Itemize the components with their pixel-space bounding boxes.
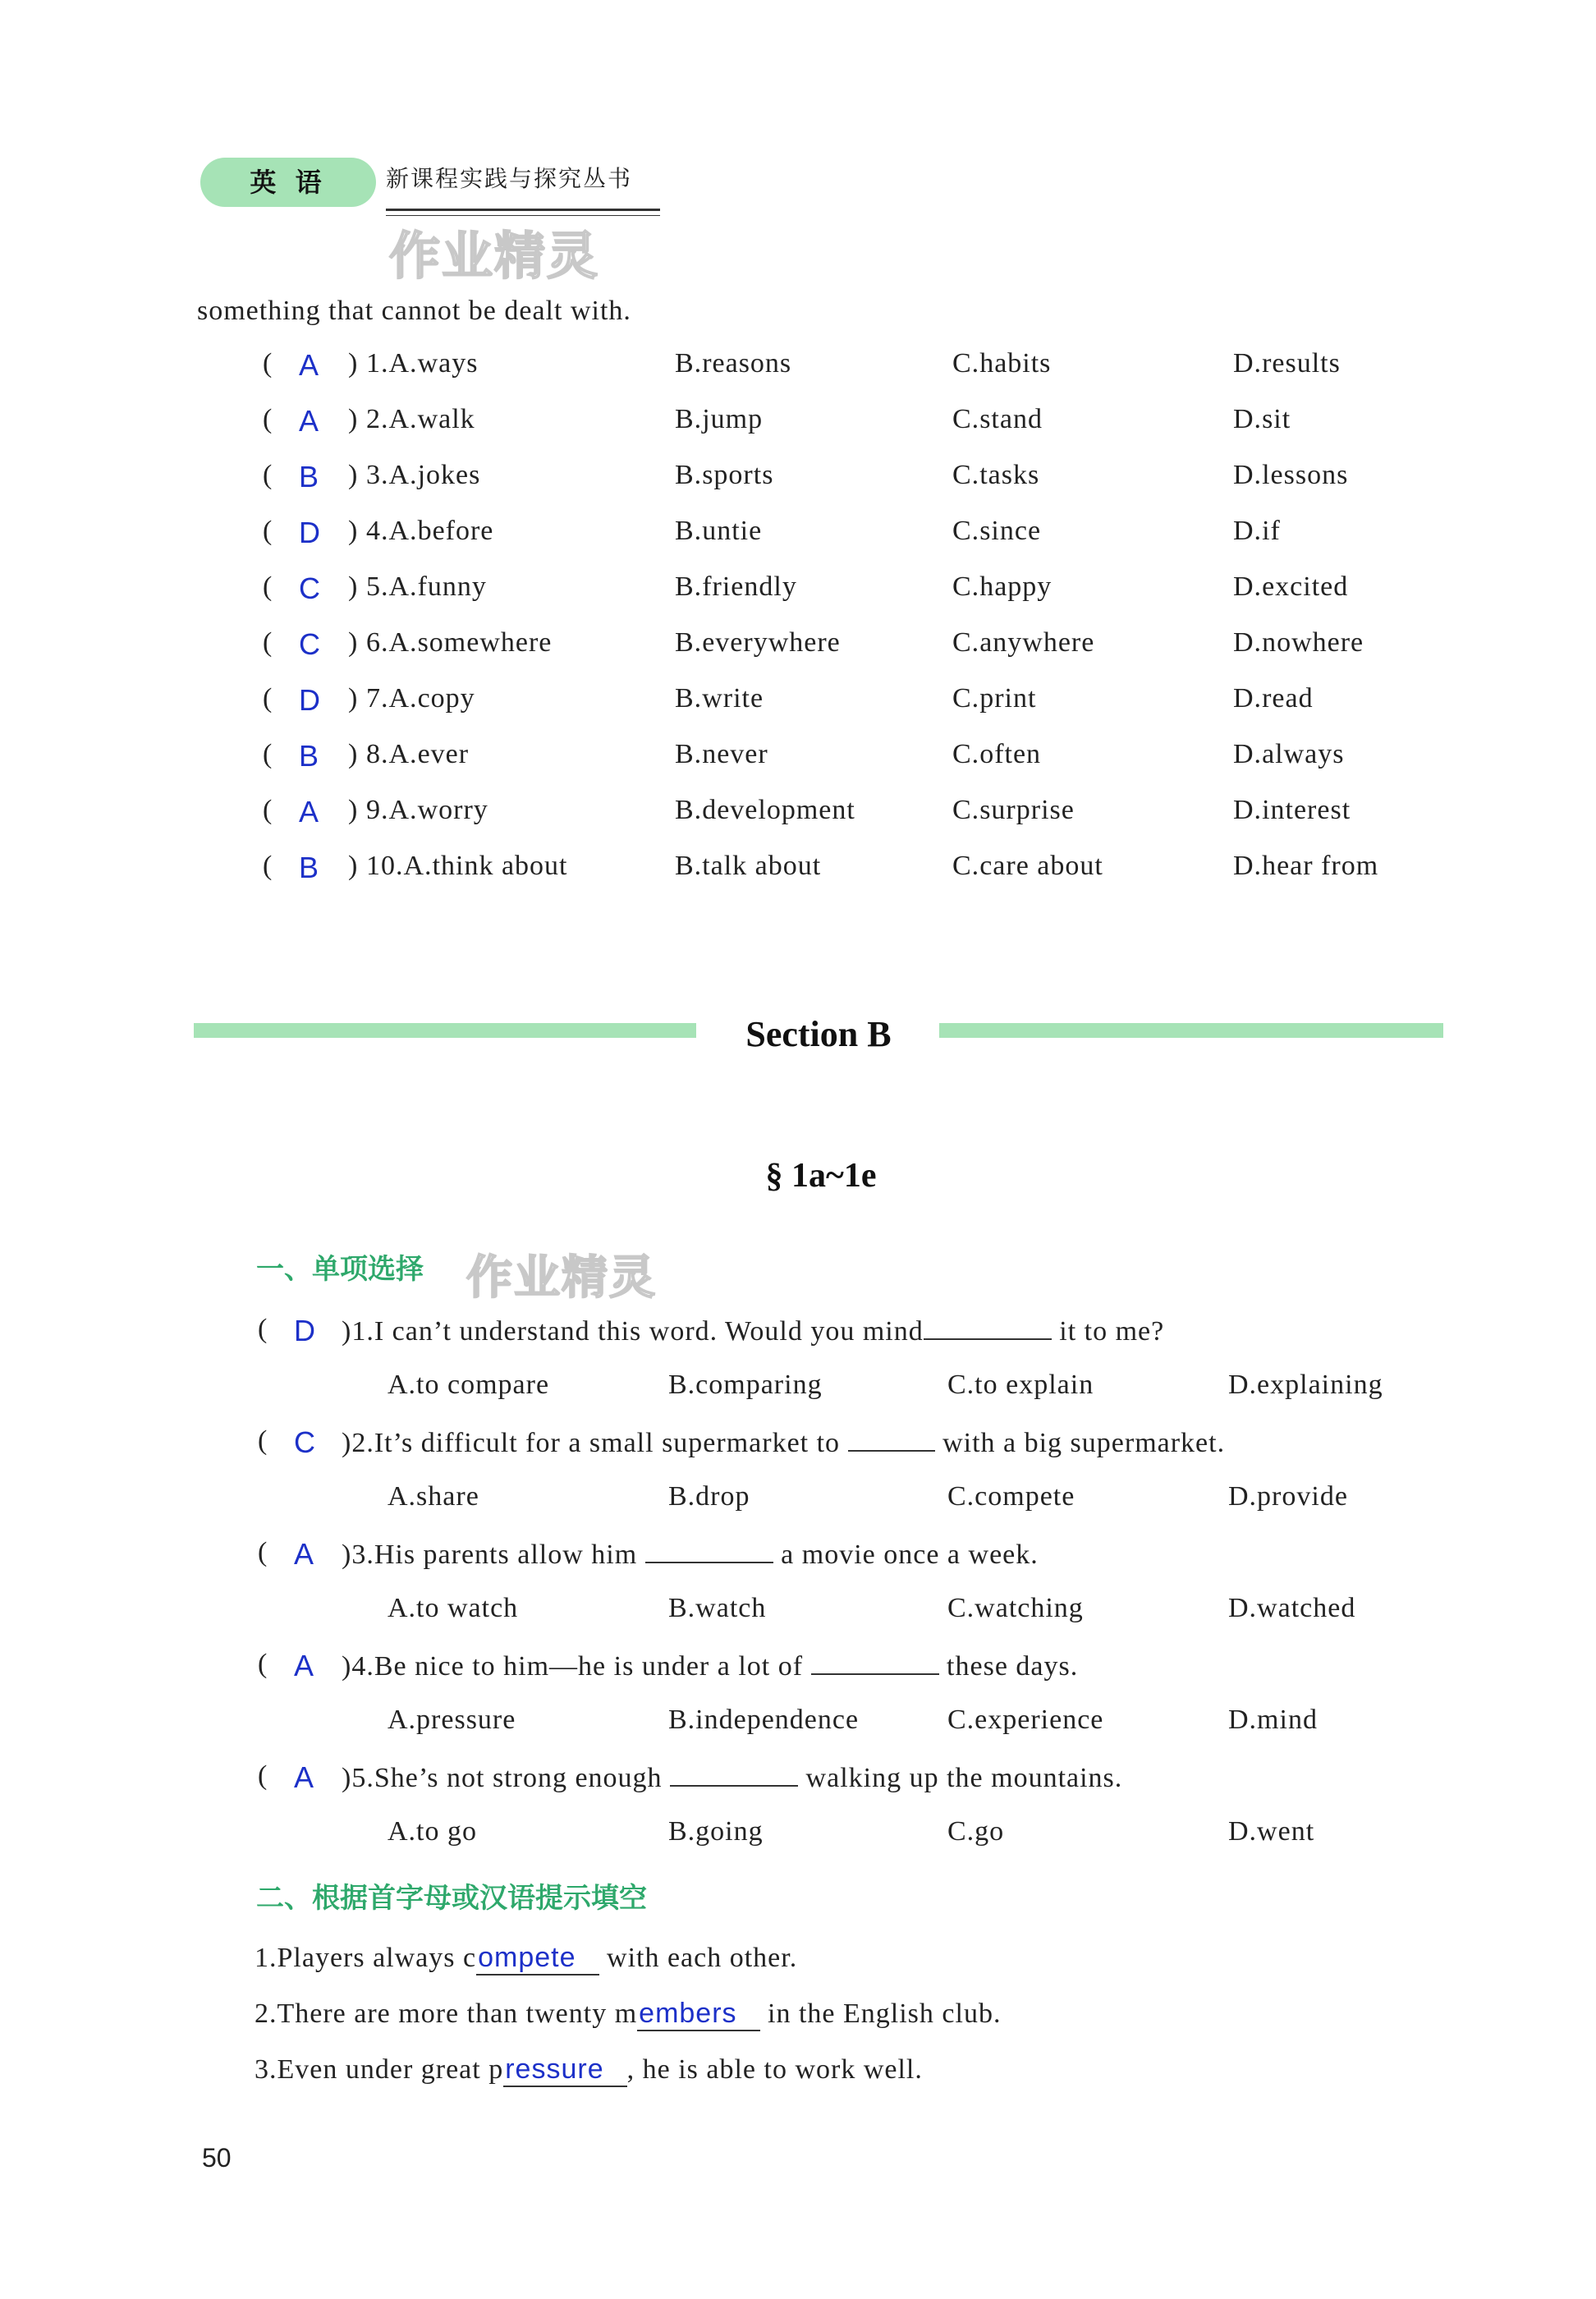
option-a: 8.A.ever [366,739,470,769]
option-a: 6.A.somewhere [366,627,553,658]
option-a: 1.A.ways [366,348,479,379]
mc-question [0,1760,1596,1806]
part-heading-fill-blanks: 二、根据首字母或汉语提示填空 [256,1882,647,1915]
option-c: C.happy [952,571,1053,602]
option-c: C.experience [947,1705,1104,1735]
option-b: B.independence [668,1705,860,1735]
intro-text: something that cannot be dealt with. [197,296,631,326]
mc-options [0,1481,1596,1527]
option-c: C.go [947,1816,1005,1847]
fill-answer: embers [637,1997,759,2031]
option-b: B.everywhere [675,627,841,658]
fill-prompt: 3.Even under great p [255,2054,504,2085]
option-a: A.to watch [388,1593,519,1623]
watermark-logo: 作业精灵 [466,1251,657,1305]
option-b: B.comparing [668,1370,823,1400]
option-d: D.excited [1233,571,1349,602]
option-b: B.going [668,1816,764,1847]
fill-rest: , he is able to work well. [626,2054,923,2085]
option-c: C.habits [952,348,1052,379]
cloze-row [0,683,1596,729]
question-number: ) [348,795,359,825]
open-paren: ( [263,683,273,714]
watermark-logo: 作业精灵 [389,226,600,286]
option-a: 9.A.worry [366,795,488,825]
option-d: D.explaining [1228,1370,1383,1400]
answer-letter: C [294,1425,316,1459]
option-c: C.watching [947,1593,1084,1623]
option-b: B.drop [668,1481,750,1512]
answer-letter: D [299,683,321,717]
mc-question [0,1314,1596,1360]
answer-blank [670,1760,798,1787]
header-rule [386,209,660,211]
option-c: C.anywhere [952,627,1095,658]
answer-letter: C [299,627,321,661]
cloze-row [0,627,1596,673]
option-d: D.results [1233,348,1341,379]
question-stem: )4.Be nice to him—he is under a lot of these days. [342,1649,1078,1682]
cloze-row [0,516,1596,562]
option-b: B.write [675,683,764,714]
answer-letter: A [299,348,320,382]
mc-options [0,1370,1596,1416]
option-d: D.read [1233,683,1314,714]
answer-letter: D [294,1314,316,1347]
answer-letter: B [299,460,320,493]
option-a: A.to compare [388,1370,550,1400]
option-a: 5.A.funny [366,571,487,602]
option-d: D.lessons [1233,460,1349,490]
option-d: D.if [1233,516,1281,546]
option-c: C.often [952,739,1042,769]
section-title: Section B [745,1014,892,1054]
question-number: ) [348,739,359,769]
fill-item [255,1941,797,1975]
answer-letter: A [294,1537,315,1571]
option-c: C.stand [952,404,1043,434]
option-b: B.talk about [675,851,822,881]
open-paren: ( [263,404,273,434]
series-title: 新课程实践与探究丛书 [386,165,633,192]
fill-item [255,1997,1001,2031]
answer-letter: A [299,404,320,438]
open-paren: ( [258,1649,268,1679]
question-number: ) [348,627,359,658]
subject-badge: 英 语 [200,158,376,207]
option-a: 2.A.walk [366,404,475,434]
option-a: 10.A.think about [366,851,568,881]
question-stem: )2.It’s difficult for a small supermarket to with a big supermarket. [342,1425,1225,1459]
question-number: ) [348,851,359,881]
option-d: D.went [1228,1816,1315,1847]
fill-rest: in the English club. [759,1998,1002,2029]
option-b: B.watch [668,1593,767,1623]
open-paren: ( [263,516,273,546]
fill-item [255,2053,923,2087]
fill-answer: ompete [476,1941,598,1975]
option-d: D.interest [1233,795,1351,825]
question-number: ) [348,516,359,546]
open-paren: ( [263,739,273,769]
answer-letter: B [299,739,320,773]
option-c: C.care about [952,851,1103,881]
open-paren: ( [263,627,273,658]
option-b: B.reasons [675,348,792,379]
answer-letter: A [294,1760,315,1794]
option-d: D.nowhere [1233,627,1364,658]
part-heading-single-choice: 一、单项选择 [256,1253,424,1286]
answer-letter: A [299,795,320,828]
answer-letter: A [294,1649,315,1682]
answer-letter: B [299,851,320,884]
mc-question [0,1425,1596,1471]
question-number: ) [348,348,359,379]
question-stem: )5.She’s not strong enough walking up the mountains. [342,1760,1122,1794]
option-d: D.sit [1233,404,1291,434]
option-b: B.never [675,739,768,769]
question-number: ) [348,571,359,602]
option-d: D.always [1233,739,1345,769]
option-c: C.since [952,516,1042,546]
answer-blank [848,1425,935,1452]
option-a: 7.A.copy [366,683,475,714]
option-b: B.sports [675,460,774,490]
lesson-title: § 1a~1e [765,1157,877,1195]
option-b: B.untie [675,516,763,546]
mc-question [0,1649,1596,1695]
question-number: ) [348,404,359,434]
open-paren: ( [263,460,273,490]
option-c: C.surprise [952,795,1075,825]
answer-blank [645,1537,773,1563]
answer-blank [811,1649,939,1675]
option-d: D.mind [1228,1705,1318,1735]
cloze-row [0,348,1596,394]
question-stem: )3.His parents allow him a movie once a week. [342,1537,1039,1571]
mc-options [0,1705,1596,1751]
fill-answer: ressure [503,2053,626,2087]
fill-prompt: 1.Players always c [255,1943,477,1973]
fill-prompt: 2.There are more than twenty m [255,1998,638,2029]
open-paren: ( [263,571,273,602]
open-paren: ( [263,851,273,881]
option-c: C.compete [947,1481,1075,1512]
question-number: ) [348,460,359,490]
page-number: 50 [202,2143,232,2173]
option-d: D.watched [1228,1593,1356,1623]
open-paren: ( [258,1314,268,1344]
fill-rest: with each other. [598,1943,798,1973]
cloze-row [0,460,1596,506]
open-paren: ( [258,1760,268,1791]
answer-letter: C [299,571,321,605]
option-a: A.to go [388,1816,477,1847]
answer-blank [924,1314,1052,1340]
section-divider-bar [939,1023,1443,1038]
option-b: B.jump [675,404,764,434]
open-paren: ( [263,795,273,825]
option-a: A.share [388,1481,479,1512]
option-c: C.to explain [947,1370,1094,1400]
cloze-row [0,404,1596,450]
cloze-row [0,851,1596,897]
mc-question [0,1537,1596,1583]
option-a: A.pressure [388,1705,516,1735]
option-d: D.hear from [1233,851,1379,881]
question-number: ) [348,683,359,714]
section-divider-bar [194,1023,696,1038]
option-a: 3.A.jokes [366,460,481,490]
option-c: C.print [952,683,1037,714]
cloze-row [0,795,1596,841]
option-b: B.development [675,795,855,825]
cloze-row [0,739,1596,785]
option-a: 4.A.before [366,516,494,546]
answer-letter: D [299,516,321,549]
option-b: B.friendly [675,571,797,602]
option-d: D.provide [1228,1481,1348,1512]
mc-options [0,1593,1596,1639]
open-paren: ( [258,1537,268,1567]
question-stem: )1.I can’t understand this word. Would you mind it to me? [342,1314,1164,1347]
cloze-row [0,571,1596,617]
option-c: C.tasks [952,460,1040,490]
mc-options [0,1816,1596,1862]
open-paren: ( [263,348,273,379]
open-paren: ( [258,1425,268,1456]
